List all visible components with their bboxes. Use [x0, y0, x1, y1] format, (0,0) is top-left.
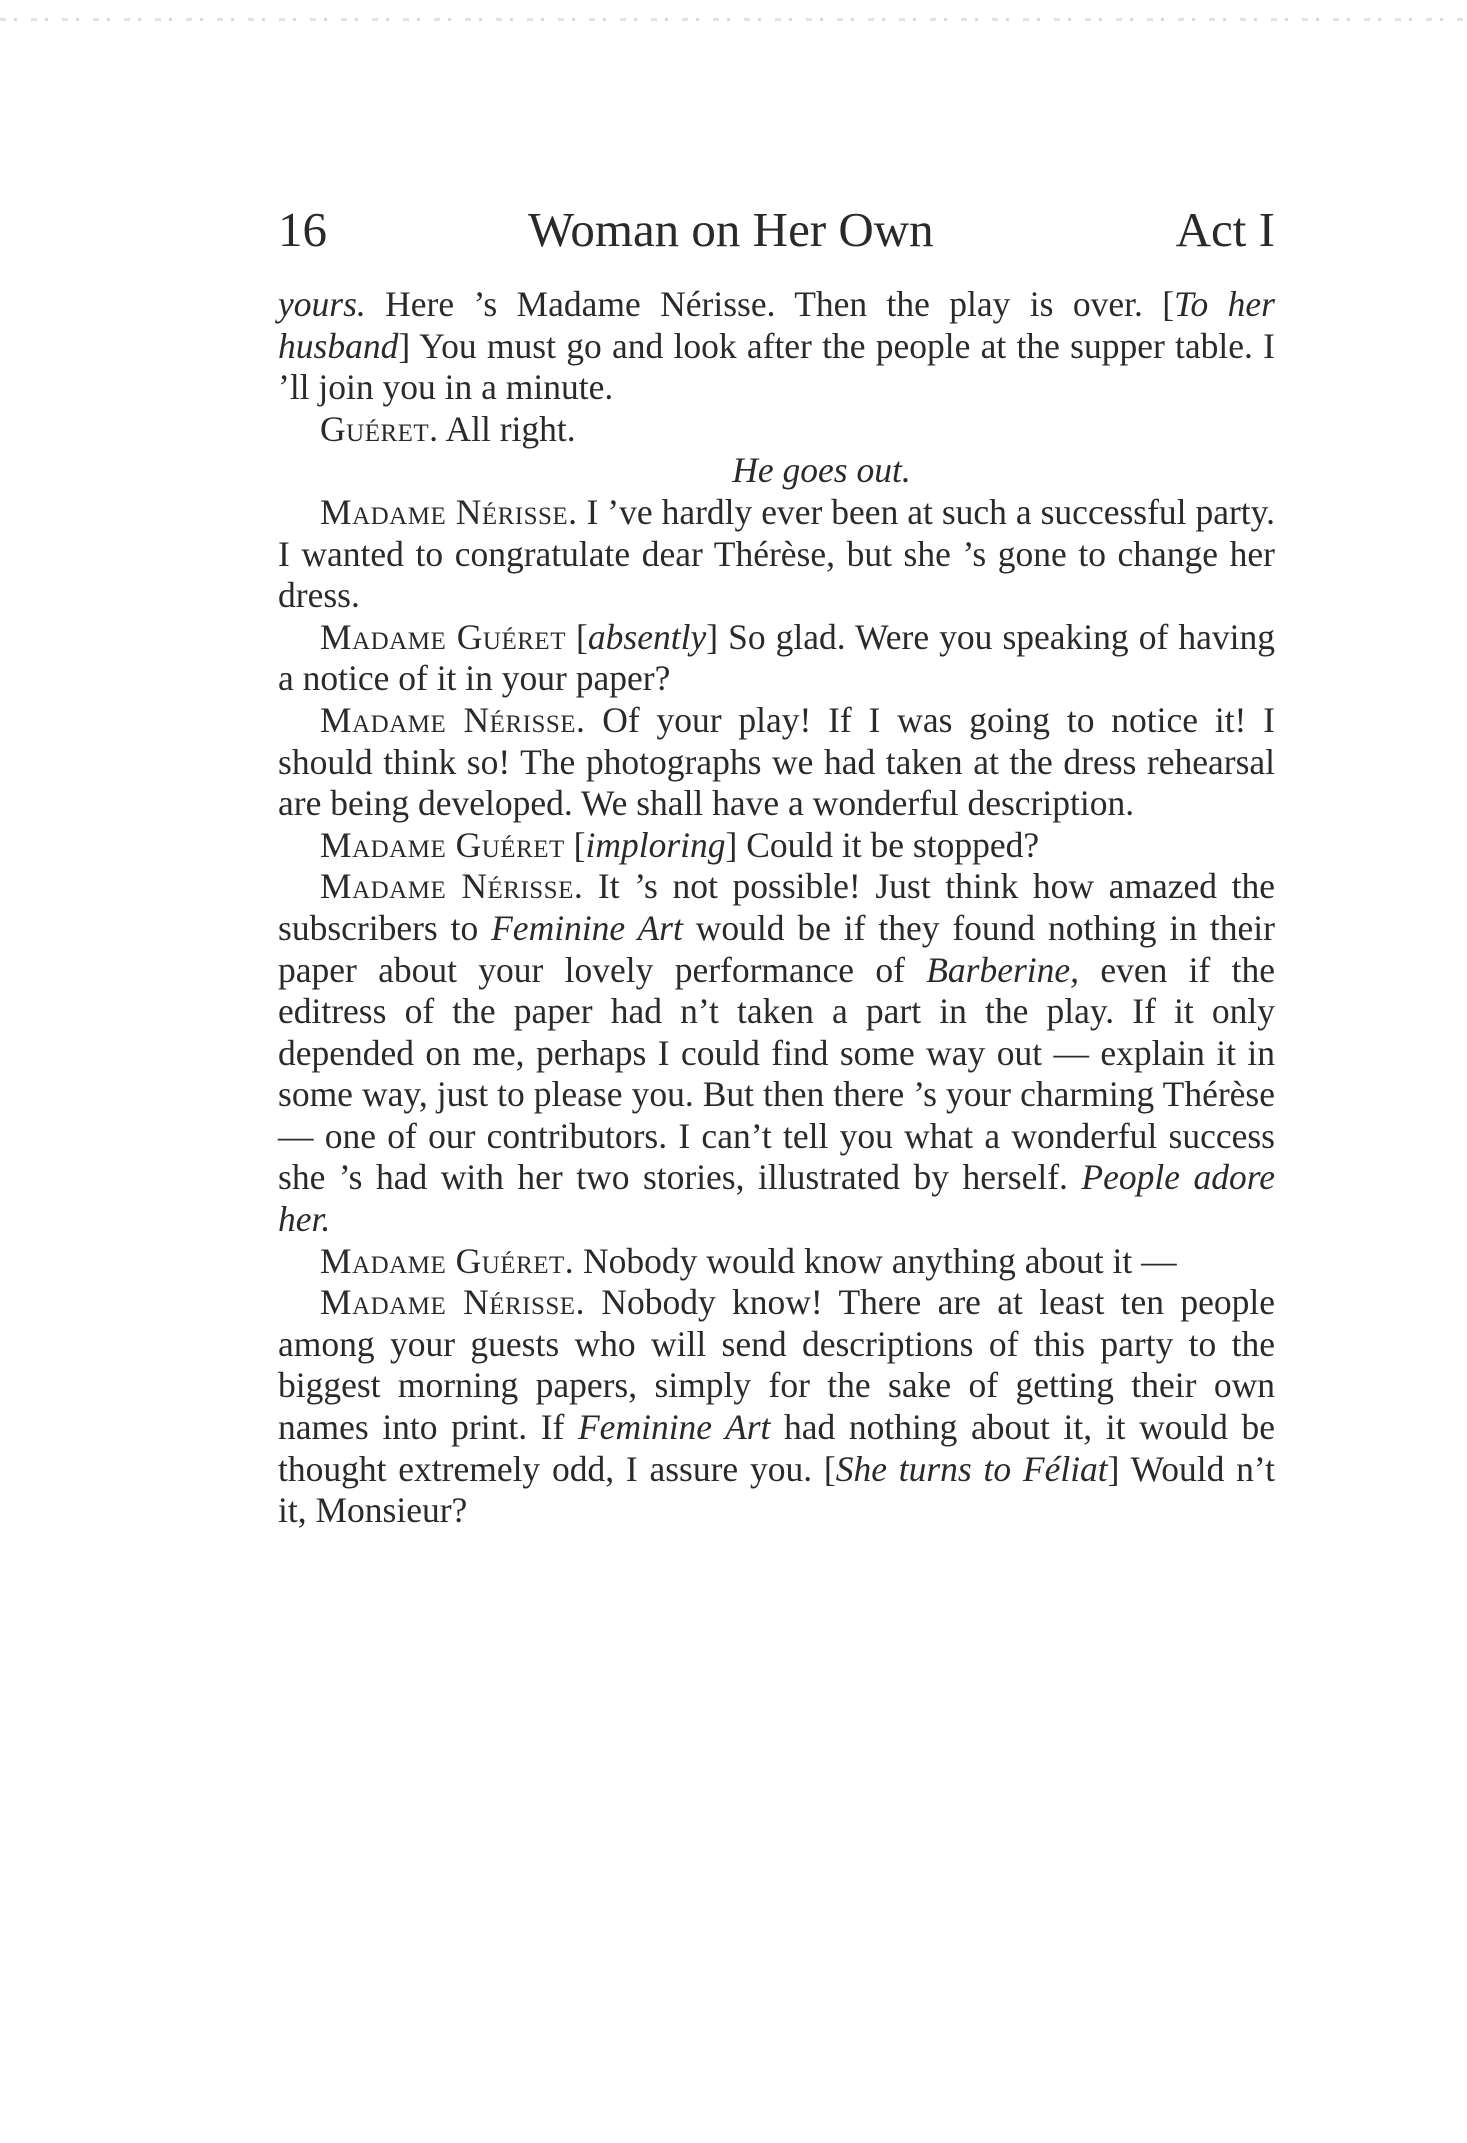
speaker-name: Madame Guéret [320, 824, 565, 865]
speaker-name: Madame Guéret [320, 616, 566, 657]
speaker-name: Madame Nérisse. [320, 866, 584, 907]
stage-direction: absently [587, 616, 707, 657]
speech-madame-nerisse: Madame Nérisse. I ’ve hardly ever been at such a successful party. I wanted to congratulate dear Thérèse, but she ’s gone to change her dress. [278, 491, 1275, 616]
play-text [278, 284, 1275, 1532]
publication-title: Feminine Art [491, 907, 683, 948]
publication-title: Feminine Art [578, 1407, 771, 1448]
speaker-name: Madame Nérisse. [320, 699, 586, 740]
speech-madame-nerisse: Madame Nérisse. Of your play! If I was going to notice it! I should think so! The photographs we had taken at the dress rehearsal are being developed. We shall have a wonderful description. [278, 699, 1276, 824]
speaker-name: Madame Nérisse. [320, 491, 578, 532]
speaker-name: Madame Nérisse. [320, 1282, 585, 1323]
speech-madame-nerisse: Madame Nérisse. Nobody know! There are at least ten people among your guests who will send descriptions of this party to the biggest morning papers, simply for the sake of getting their own names into print. If Feminine Art had nothing about it, it would be thought extremely odd, I assure you. [She turns to Féliat] Would n’t it, Monsieur? [278, 1282, 1276, 1531]
book-page [278, 200, 1275, 1532]
scan-edge-artifact [0, 18, 1467, 21]
stage-direction: She turns to Féliat [835, 1448, 1108, 1489]
stage-direction: imploring [585, 824, 726, 865]
speech-madame-gueret: Madame Guéret [imploring] Could it be stopped? [320, 824, 1040, 865]
paragraph-continuation: yours. Here ’s Madame Nérisse. Then the play is over. [To her husband] You must go and look after the people at the supper table. I ’ll join you in a minute. [278, 284, 1275, 408]
italic-phrase: People adore her. [278, 1157, 1275, 1240]
speech-madame-gueret: Madame Guéret. Nobody would know anything about it — [320, 1240, 1177, 1281]
play-title: Barberine, [926, 949, 1080, 990]
running-title: Woman on Her Own [528, 202, 934, 257]
page-number: 16 [278, 202, 327, 257]
speaker-name: Guéret. [320, 408, 439, 449]
speech-madame-nerisse: Madame Nérisse. It ’s not possible! Just think how amazed the subscribers to Feminine Art would be if they found nothing in their paper about your lovely performance of Barberine, even if the editress of the paper had n’t taken a part in the play. If it only depended on me, perhaps I could find some way out — explain it in some way, just to please you. But then there ’s your charming Thérèse — one of our contributors. I can’t tell you what a wonderful success she ’s had with her two stories, illustrated by herself. People adore her. [278, 866, 1275, 1240]
speech-madame-gueret: Madame Guéret [absently] So glad. Were you speaking of having a notice of it in your paper? [278, 616, 1275, 699]
speech-gueret: Guéret. All right. [320, 408, 576, 449]
speaker-name: Madame Guéret. [320, 1240, 575, 1281]
page-header [278, 200, 1275, 260]
stage-direction: To her husband [278, 284, 1275, 366]
italic-word: yours. [278, 284, 366, 324]
stage-direction-exit: He goes out. [732, 450, 911, 491]
act-label: Act I [1175, 202, 1275, 257]
